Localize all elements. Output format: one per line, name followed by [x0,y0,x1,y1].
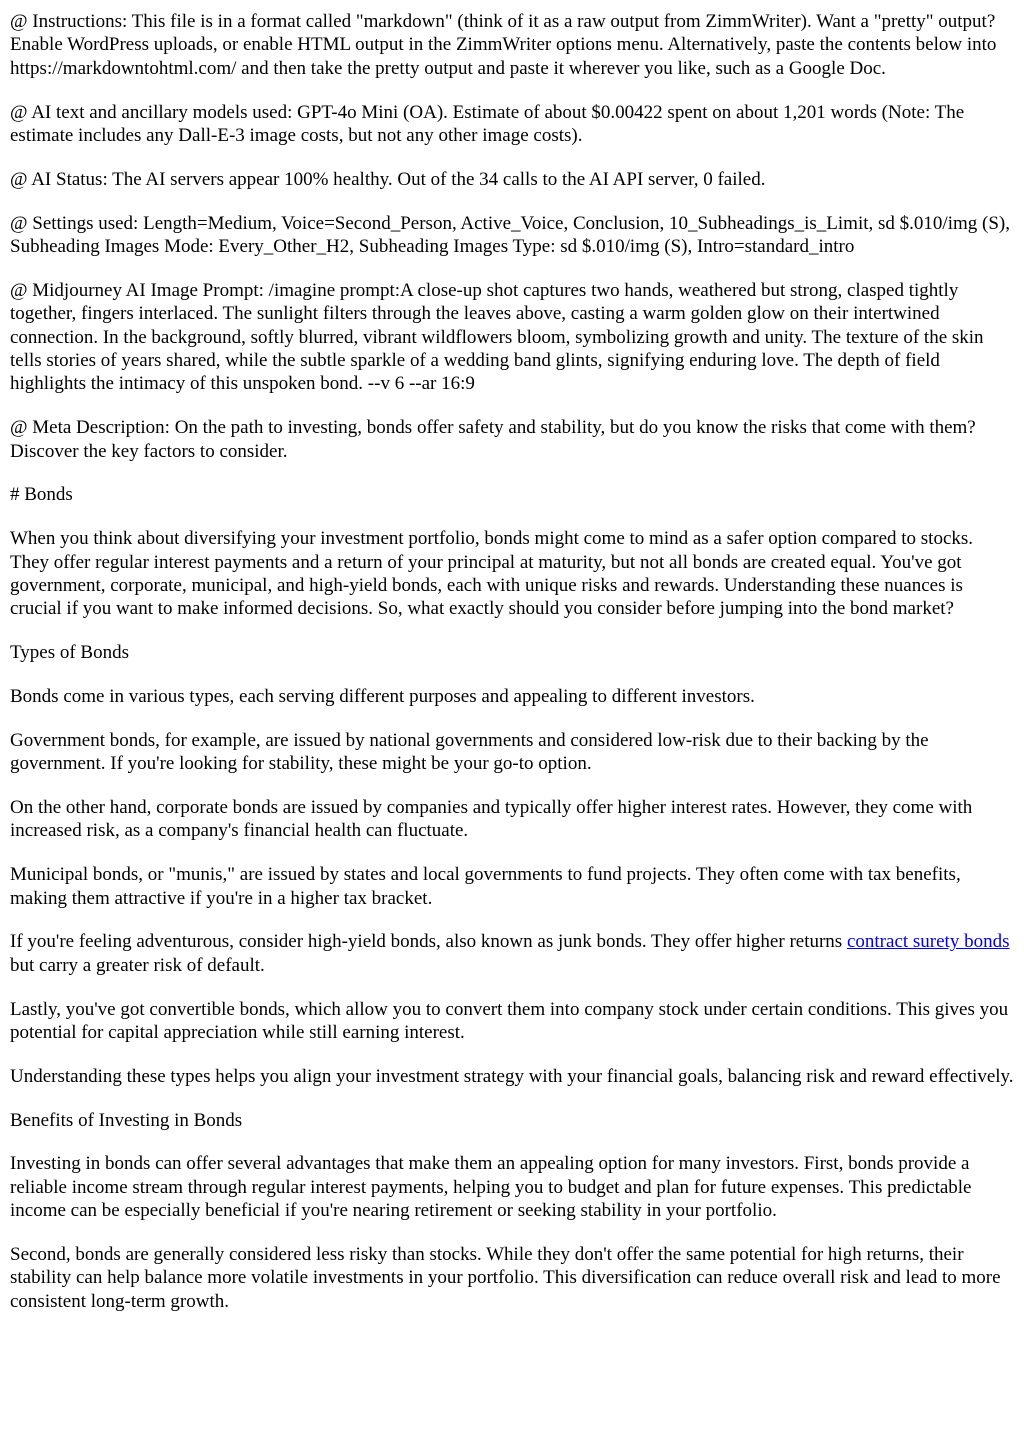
paragraph: Understanding these types helps you align your investment strategy with your financial goals, balancing risk and reward effectively. [10,1065,1014,1087]
settings-note: @ Settings used: Length=Medium, Voice=Second_Person, Active_Voice, Conclusion, 10_Subheadings_is_Limit, sd $.010/img (S), Subheading Images Mode: Every_Other_H2, Subheading Images Type: sd $.010/img (S), Intro=standard_intro [10,212,1010,258]
paragraph: Municipal bonds, or "munis," are issued by states and local governments to fund projects. They often come with tax benefits, making them attractive if you're in a higher tax bracket. [10,864,961,909]
instructions-note: @ Instructions: This file is in a format called "markdown" (think of it as a raw output from ZimmWriter). Want a "pretty" output? Enable WordPress uploads, or enable HTML output in the ZimmWriter options menu. Alternatively, paste the contents below into https://markdowntohtml.com/ and then take the pretty output and paste it wherever you like, such as a Google Doc. [10,11,997,79]
paragraph-text: but carry a greater risk of default. [10,954,265,976]
section-heading-types: Types of Bonds [10,642,130,664]
paragraph: Bonds come in various types, each serving different purposes and appealing to different investors. [10,686,755,708]
meta-description: @ Meta Description: On the path to investing, bonds offer safety and stability, but do you know the risks that come with them? Discover the key factors to consider. [10,417,976,462]
paragraph: On the other hand, corporate bonds are issued by companies and typically offer higher interest rates. However, they come with increased risk, as a company's financial health can fluctuate. [10,797,973,842]
intro-paragraph: When you think about diversifying your investment portfolio, bonds might come to mind as a safer option compared to stocks. They offer regular interest payments and a return of your principal at maturity, but not all bonds are created equal. You've got government, corporate, municipal, and high-yield bonds, each with unique risks and rewards. Understanding these nuances is crucial if you want to make informed decisions. So, what exactly should you consider before jumping into the bond market? [10,528,974,620]
paragraph-text: If you're feeling adventurous, consider high-yield bonds, also known as junk bonds. They offer higher returns [10,931,847,953]
paragraph: Lastly, you've got convertible bonds, which allow you to convert them into company stock under certain conditions. This gives you potential for capital appreciation while still earning interest. [10,998,1009,1044]
paragraph-with-link [10,930,1016,977]
models-used-note: @ AI text and ancillary models used: GPT-4o Mini (OA). Estimate of about $0.00422 spent on about 1,201 words (Note: The estimate includes any Dall-E-3 image costs, but not any other image costs). [10,101,965,147]
section-heading-benefits: Benefits of Investing in Bonds [10,1109,243,1131]
image-prompt-note: @ Midjourney AI Image Prompt: /imagine prompt:A close-up shot captures two hands, weathered but strong, clasped tightly together, fingers interlaced. The sunlight filters through the leaves above, casting a warm golden glow on their intertwined connection. In the background, softly blurred, vibrant wildflowers bloom, symbolizing growth and unity. The texture of the skin tells stories of years shared, while the subtle sparkle of a wedding band glints, signifying enduring love. The depth of field highlights the intimacy of this unspoken bond. --v 6 --ar 16:9 [10,279,984,395]
paragraph: Investing in bonds can offer several advantages that make them an appealing option for many investors. First, bonds provide a reliable income stream through regular interest payments, helping you to budget and plan for future expenses. This predictable income can be especially beneficial if you're nearing retirement or seeking stability in your portfolio. [10,1153,972,1222]
contract-surety-bonds-link[interactable]: contract surety bonds [846,931,1010,953]
ai-status-note: @ AI Status: The AI servers appear 100% healthy. Out of the 34 calls to the AI API server, 0 failed. [10,168,766,190]
paragraph: Government bonds, for example, are issued by national governments and considered low-risk due to their backing by the government. If you're looking for stability, these might be your go-to option. [10,729,929,775]
document-title: # Bonds [10,484,73,506]
paragraph: Second, bonds are generally considered less risky than stocks. While they don't offer the same potential for high returns, their stability can help balance more volatile investments in your portfolio. This diversification can reduce overall risk and lead to more consistent long-term growth. [10,1244,1001,1312]
